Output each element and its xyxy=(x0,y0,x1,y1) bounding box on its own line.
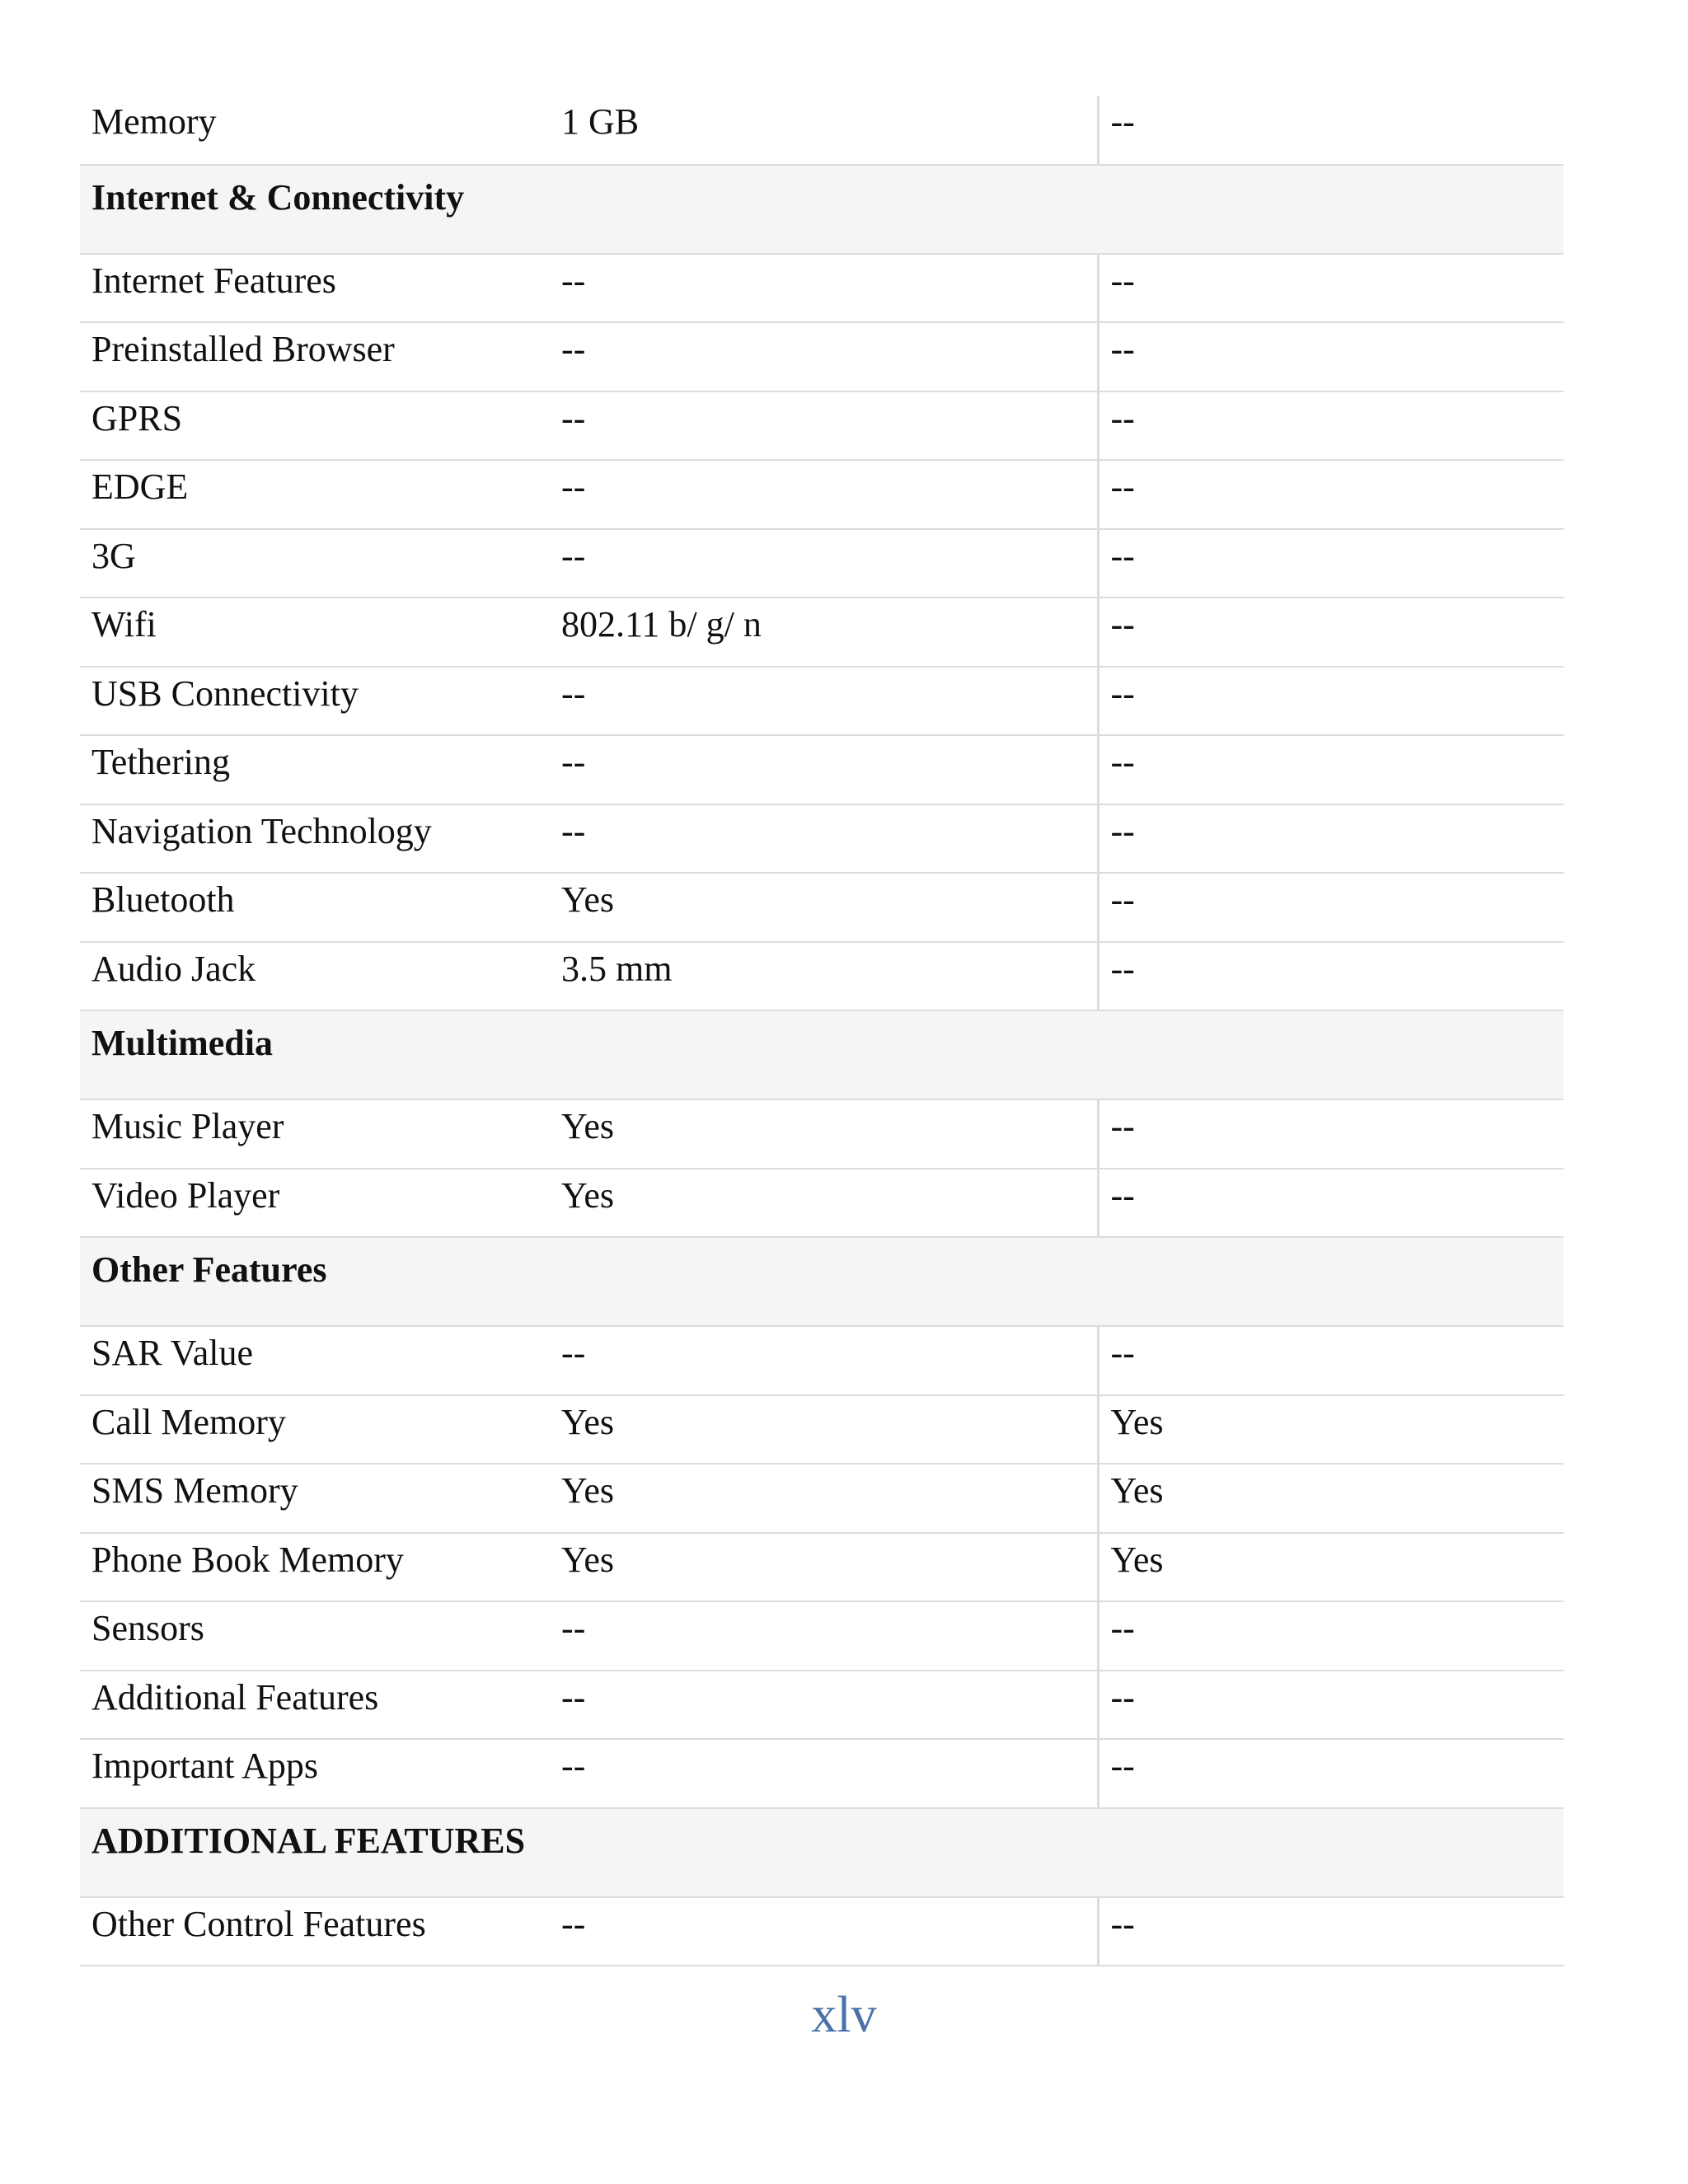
section-title: Multimedia xyxy=(80,1010,1564,1099)
table-row xyxy=(80,1326,1564,1395)
spec-value-1: -- xyxy=(550,529,1098,598)
page-number: xlv xyxy=(811,1987,877,2043)
section-title: Other Features xyxy=(80,1237,1564,1326)
spec-table-body xyxy=(80,96,1564,1966)
spec-label: Wifi xyxy=(80,598,550,667)
spec-value-2: -- xyxy=(1098,667,1564,736)
table-row xyxy=(80,460,1564,529)
spec-value-1: -- xyxy=(550,1601,1098,1671)
spec-label: Navigation Technology xyxy=(80,804,550,874)
spec-value-1: -- xyxy=(550,254,1098,323)
spec-label: Video Player xyxy=(80,1169,550,1238)
spec-label: Call Memory xyxy=(80,1395,550,1465)
spec-value-2: -- xyxy=(1098,1169,1564,1238)
spec-label: Internet Features xyxy=(80,254,550,323)
spec-value-1: Yes xyxy=(550,1099,1098,1169)
table-row xyxy=(80,96,1564,165)
spec-label: SMS Memory xyxy=(80,1464,550,1533)
spec-value-1: -- xyxy=(550,460,1098,529)
spec-value-2: -- xyxy=(1098,460,1564,529)
spec-value-2: -- xyxy=(1098,1739,1564,1808)
spec-value-2: -- xyxy=(1098,598,1564,667)
spec-value-1: Yes xyxy=(550,1533,1098,1602)
spec-value-2: -- xyxy=(1098,735,1564,804)
spec-label: SAR Value xyxy=(80,1326,550,1395)
section-header-row xyxy=(80,1010,1564,1099)
table-row xyxy=(80,1671,1564,1740)
spec-value-1: -- xyxy=(550,391,1098,461)
table-row xyxy=(80,1739,1564,1808)
spec-label: USB Connectivity xyxy=(80,667,550,736)
table-row xyxy=(80,598,1564,667)
spec-value-2: -- xyxy=(1098,804,1564,874)
spec-value-2: Yes xyxy=(1098,1395,1564,1465)
spec-value-2: -- xyxy=(1098,1897,1564,1966)
table-row xyxy=(80,1395,1564,1465)
table-row xyxy=(80,735,1564,804)
spec-value-1: -- xyxy=(550,1326,1098,1395)
spec-value-1: -- xyxy=(550,804,1098,874)
spec-value-1: -- xyxy=(550,667,1098,736)
spec-label: Music Player xyxy=(80,1099,550,1169)
spec-value-2: -- xyxy=(1098,391,1564,461)
table-row xyxy=(80,1099,1564,1169)
spec-value-1: Yes xyxy=(550,873,1098,942)
spec-label: EDGE xyxy=(80,460,550,529)
table-row xyxy=(80,1169,1564,1238)
spec-label: Important Apps xyxy=(80,1739,550,1808)
spec-label: Audio Jack xyxy=(80,942,550,1011)
spec-value-2: -- xyxy=(1098,873,1564,942)
section-header-row xyxy=(80,1237,1564,1326)
spec-value-1: -- xyxy=(550,1897,1098,1966)
spec-value-2: -- xyxy=(1098,1099,1564,1169)
spec-label: Additional Features xyxy=(80,1671,550,1740)
spec-label: GPRS xyxy=(80,391,550,461)
spec-value-2: -- xyxy=(1098,254,1564,323)
section-header-row xyxy=(80,165,1564,254)
spec-value-2: Yes xyxy=(1098,1464,1564,1533)
spec-label: Bluetooth xyxy=(80,873,550,942)
table-row xyxy=(80,942,1564,1011)
table-row xyxy=(80,1533,1564,1602)
spec-value-2: Yes xyxy=(1098,1533,1564,1602)
spec-table xyxy=(80,96,1564,1966)
spec-value-1: Yes xyxy=(550,1169,1098,1238)
spec-label: Memory xyxy=(80,96,550,165)
spec-value-2: -- xyxy=(1098,322,1564,391)
spec-label: Phone Book Memory xyxy=(80,1533,550,1602)
table-row xyxy=(80,1897,1564,1966)
spec-value-1: 3.5 mm xyxy=(550,942,1098,1011)
table-row xyxy=(80,873,1564,942)
spec-value-2: -- xyxy=(1098,942,1564,1011)
section-title: Internet & Connectivity xyxy=(80,165,1564,254)
spec-label: Other Control Features xyxy=(80,1897,550,1966)
spec-value-1: 1 GB xyxy=(550,96,1098,165)
section-header-row xyxy=(80,1808,1564,1897)
table-row xyxy=(80,1464,1564,1533)
spec-value-2: -- xyxy=(1098,96,1564,165)
table-row xyxy=(80,391,1564,461)
spec-label: Tethering xyxy=(80,735,550,804)
table-row xyxy=(80,322,1564,391)
spec-value-1: -- xyxy=(550,1671,1098,1740)
spec-value-2: -- xyxy=(1098,1671,1564,1740)
spec-label: Preinstalled Browser xyxy=(80,322,550,391)
spec-value-2: -- xyxy=(1098,529,1564,598)
table-row xyxy=(80,529,1564,598)
table-row xyxy=(80,667,1564,736)
spec-value-1: Yes xyxy=(550,1395,1098,1465)
section-title: ADDITIONAL FEATURES xyxy=(80,1808,1564,1897)
spec-value-2: -- xyxy=(1098,1601,1564,1671)
spec-value-1: -- xyxy=(550,322,1098,391)
table-row xyxy=(80,254,1564,323)
spec-value-1: -- xyxy=(550,1739,1098,1808)
spec-value-2: -- xyxy=(1098,1326,1564,1395)
spec-value-1: -- xyxy=(550,735,1098,804)
spec-label: 3G xyxy=(80,529,550,598)
table-row xyxy=(80,1601,1564,1671)
spec-value-1: Yes xyxy=(550,1464,1098,1533)
table-row xyxy=(80,804,1564,874)
spec-label: Sensors xyxy=(80,1601,550,1671)
spec-value-1: 802.11 b/ g/ n xyxy=(550,598,1098,667)
